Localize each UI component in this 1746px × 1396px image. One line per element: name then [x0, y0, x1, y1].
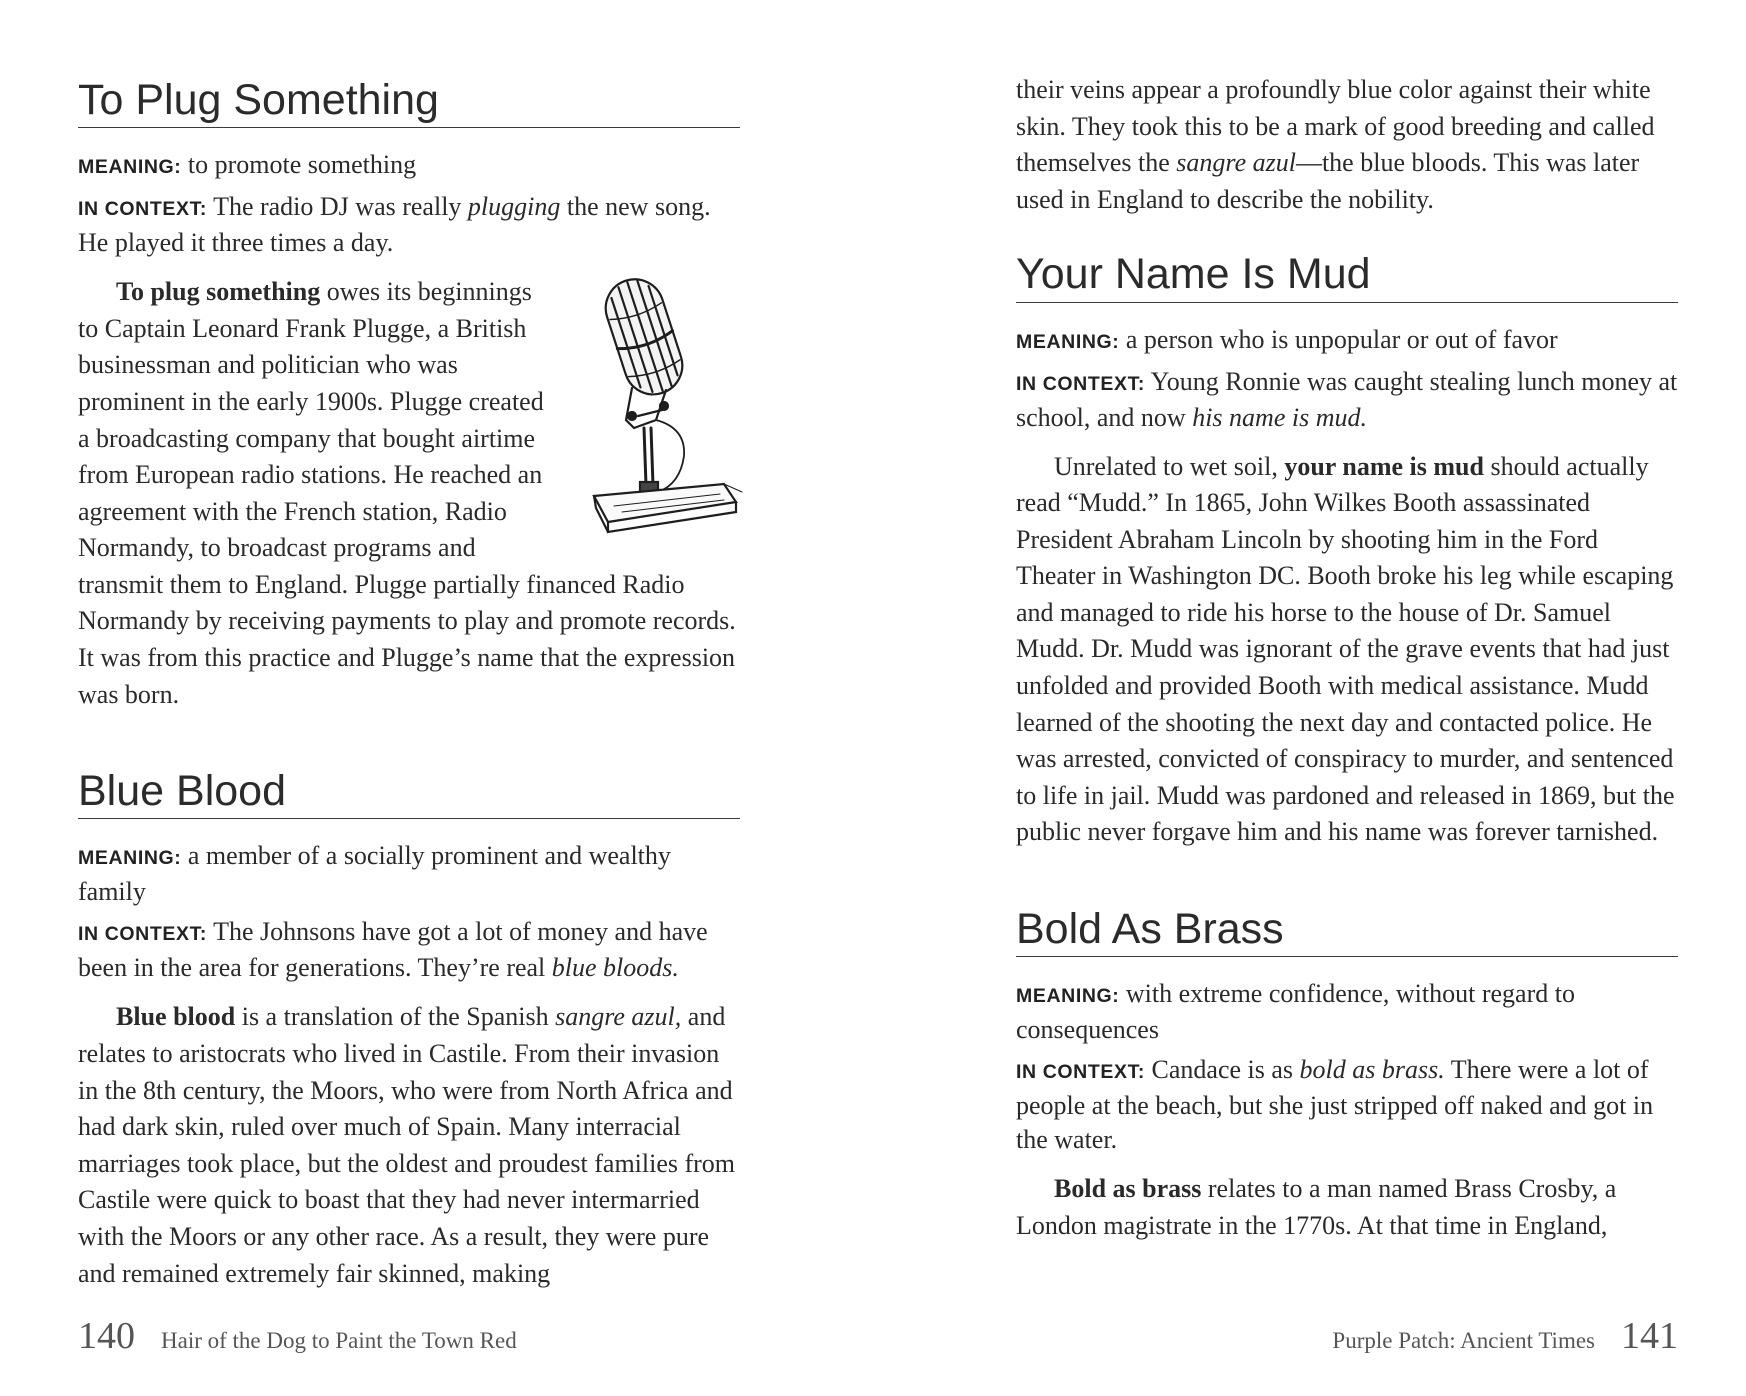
context-italic: blue bloods.	[551, 953, 679, 983]
bold-term: your name is mud	[1284, 451, 1484, 481]
meaning-label: MEANING:	[78, 847, 182, 870]
body-text: owes its beginnings to Captain Leonard Frank Plugge, a British businessman and politician who was prominent in the early 1900s. Plugge created a broadcasting company that bought airtime from European radio stations. He reached an agreement with the French station, Radio Normandy, to broadcast programs and transmit them to England. Plugge partially financed Radio Normandy by receiving payments to play and promote records. It was from this practice and Plugge’s name that the expression was born.	[78, 277, 736, 709]
context-italic: bold as brass.	[1299, 1055, 1445, 1085]
context-text: The radio DJ was really	[213, 192, 468, 222]
continued-paragraph	[1016, 72, 1678, 218]
bold-term: To plug something	[116, 277, 321, 307]
body-text: and relates to aristocrats who lived in Castile. From their invasion in the 8th century, the Moors, who were from North Africa and had dark skin, ruled over much of Spain. Many interracial marriages took place, but the oldest and proudest families from Castile were quick to boast that they had never intermarried with the Moors or any other race. As a result, they were pure and remained extremely fair skinned, making	[78, 1002, 736, 1288]
meaning-label: MEANING:	[1016, 985, 1120, 1008]
page-number: 141	[1621, 1315, 1678, 1357]
running-head: Purple Patch: Ancient Times	[1332, 1328, 1595, 1353]
body-text: relates to a man named Brass Crosby, a London magistrate in the 1770s. At that time in England,	[1016, 1174, 1617, 1240]
entry-title-your-name-is-mud: Your Name Is Mud	[1016, 252, 1678, 302]
context-line	[1016, 365, 1678, 435]
body-italic: sangre azul	[1176, 148, 1296, 178]
body-text: should actually read “Mudd.” In 1865, John Wilkes Booth assassinated President Abraham Lincoln by shooting him in the Ford Theater in Washington DC. Booth broke his leg while escaping and managed to ride his horse to the house of Dr. Samuel Mudd. Dr. Mudd was ignorant of the grave events that had just unfolded and provided Booth with medical assistance. Mudd learned of the shooting the next day and contacted police. He was arrested, convicted of conspiracy to murder, and sentenced to life in jail. Mudd was pardoned and released in 1869, but the public never forgave him and his name was forever tarnished.	[1016, 451, 1675, 847]
entry-title-bold-as-brass: Bold As Brass	[1016, 907, 1678, 957]
meaning-text: a member of a socially prominent and wealthy family	[78, 841, 671, 907]
context-label: IN CONTEXT:	[78, 198, 208, 221]
context-italic: plugging	[467, 192, 561, 222]
running-head: Hair of the Dog to Paint the Town Red	[161, 1328, 517, 1353]
body-paragraph	[1016, 1171, 1678, 1244]
context-line	[1016, 1053, 1678, 1157]
body-text: their veins appear a profoundly blue color against their white skin. They took this to be a mark of good breeding and called themselves the	[1016, 75, 1655, 178]
entry-title-to-plug-something: To Plug Something	[78, 78, 740, 128]
meaning-label: MEANING:	[78, 156, 182, 179]
body-italic: sangre azul,	[555, 1002, 682, 1032]
context-label: IN CONTEXT:	[1016, 1061, 1146, 1084]
meaning-line	[78, 148, 740, 184]
body-paragraph	[78, 274, 740, 713]
right-page	[1016, 0, 1678, 1396]
meaning-line	[78, 839, 740, 909]
right-folio	[1016, 1314, 1678, 1358]
meaning-line	[1016, 977, 1678, 1047]
context-line	[78, 190, 740, 260]
meaning-text: with extreme confidence, without regard to consequences	[1016, 979, 1575, 1045]
body-paragraph	[78, 999, 740, 1292]
body-paragraph	[1016, 449, 1678, 852]
context-label: IN CONTEXT:	[1016, 372, 1146, 395]
body-text: —the blue bloods. This was later used in England to describe the nobility.	[1016, 148, 1640, 214]
left-folio	[78, 1314, 740, 1358]
context-text: The Johnsons have got a lot of money and have been in the area for generations. They’re real	[78, 917, 708, 983]
page-number: 140	[78, 1315, 135, 1357]
meaning-line	[1016, 323, 1678, 359]
context-text: the new song. He played it three times a day.	[78, 192, 711, 258]
left-page	[78, 0, 740, 1396]
context-text: Candace is as	[1151, 1055, 1300, 1085]
body-text: Unrelated to wet soil,	[1054, 451, 1285, 481]
meaning-text: to promote something	[187, 150, 417, 180]
context-text: There were a lot of people at the beach, but she just stripped off naked and got in the water.	[1016, 1055, 1654, 1155]
context-line	[78, 915, 740, 985]
bold-term: Bold as brass	[1054, 1174, 1202, 1204]
entry-title-blue-blood: Blue Blood	[78, 769, 740, 819]
context-italic: his name is mud.	[1192, 402, 1367, 432]
bold-term: Blue blood	[116, 1002, 236, 1032]
microphone-icon	[574, 270, 744, 542]
context-label: IN CONTEXT:	[78, 923, 208, 946]
context-text: Young Ronnie was caught stealing lunch money at school, and now	[1016, 366, 1678, 432]
meaning-label: MEANING:	[1016, 330, 1120, 353]
body-text: is a translation of the Spanish	[235, 1002, 556, 1032]
meaning-text: a person who is unpopular or out of favor	[1125, 324, 1558, 354]
